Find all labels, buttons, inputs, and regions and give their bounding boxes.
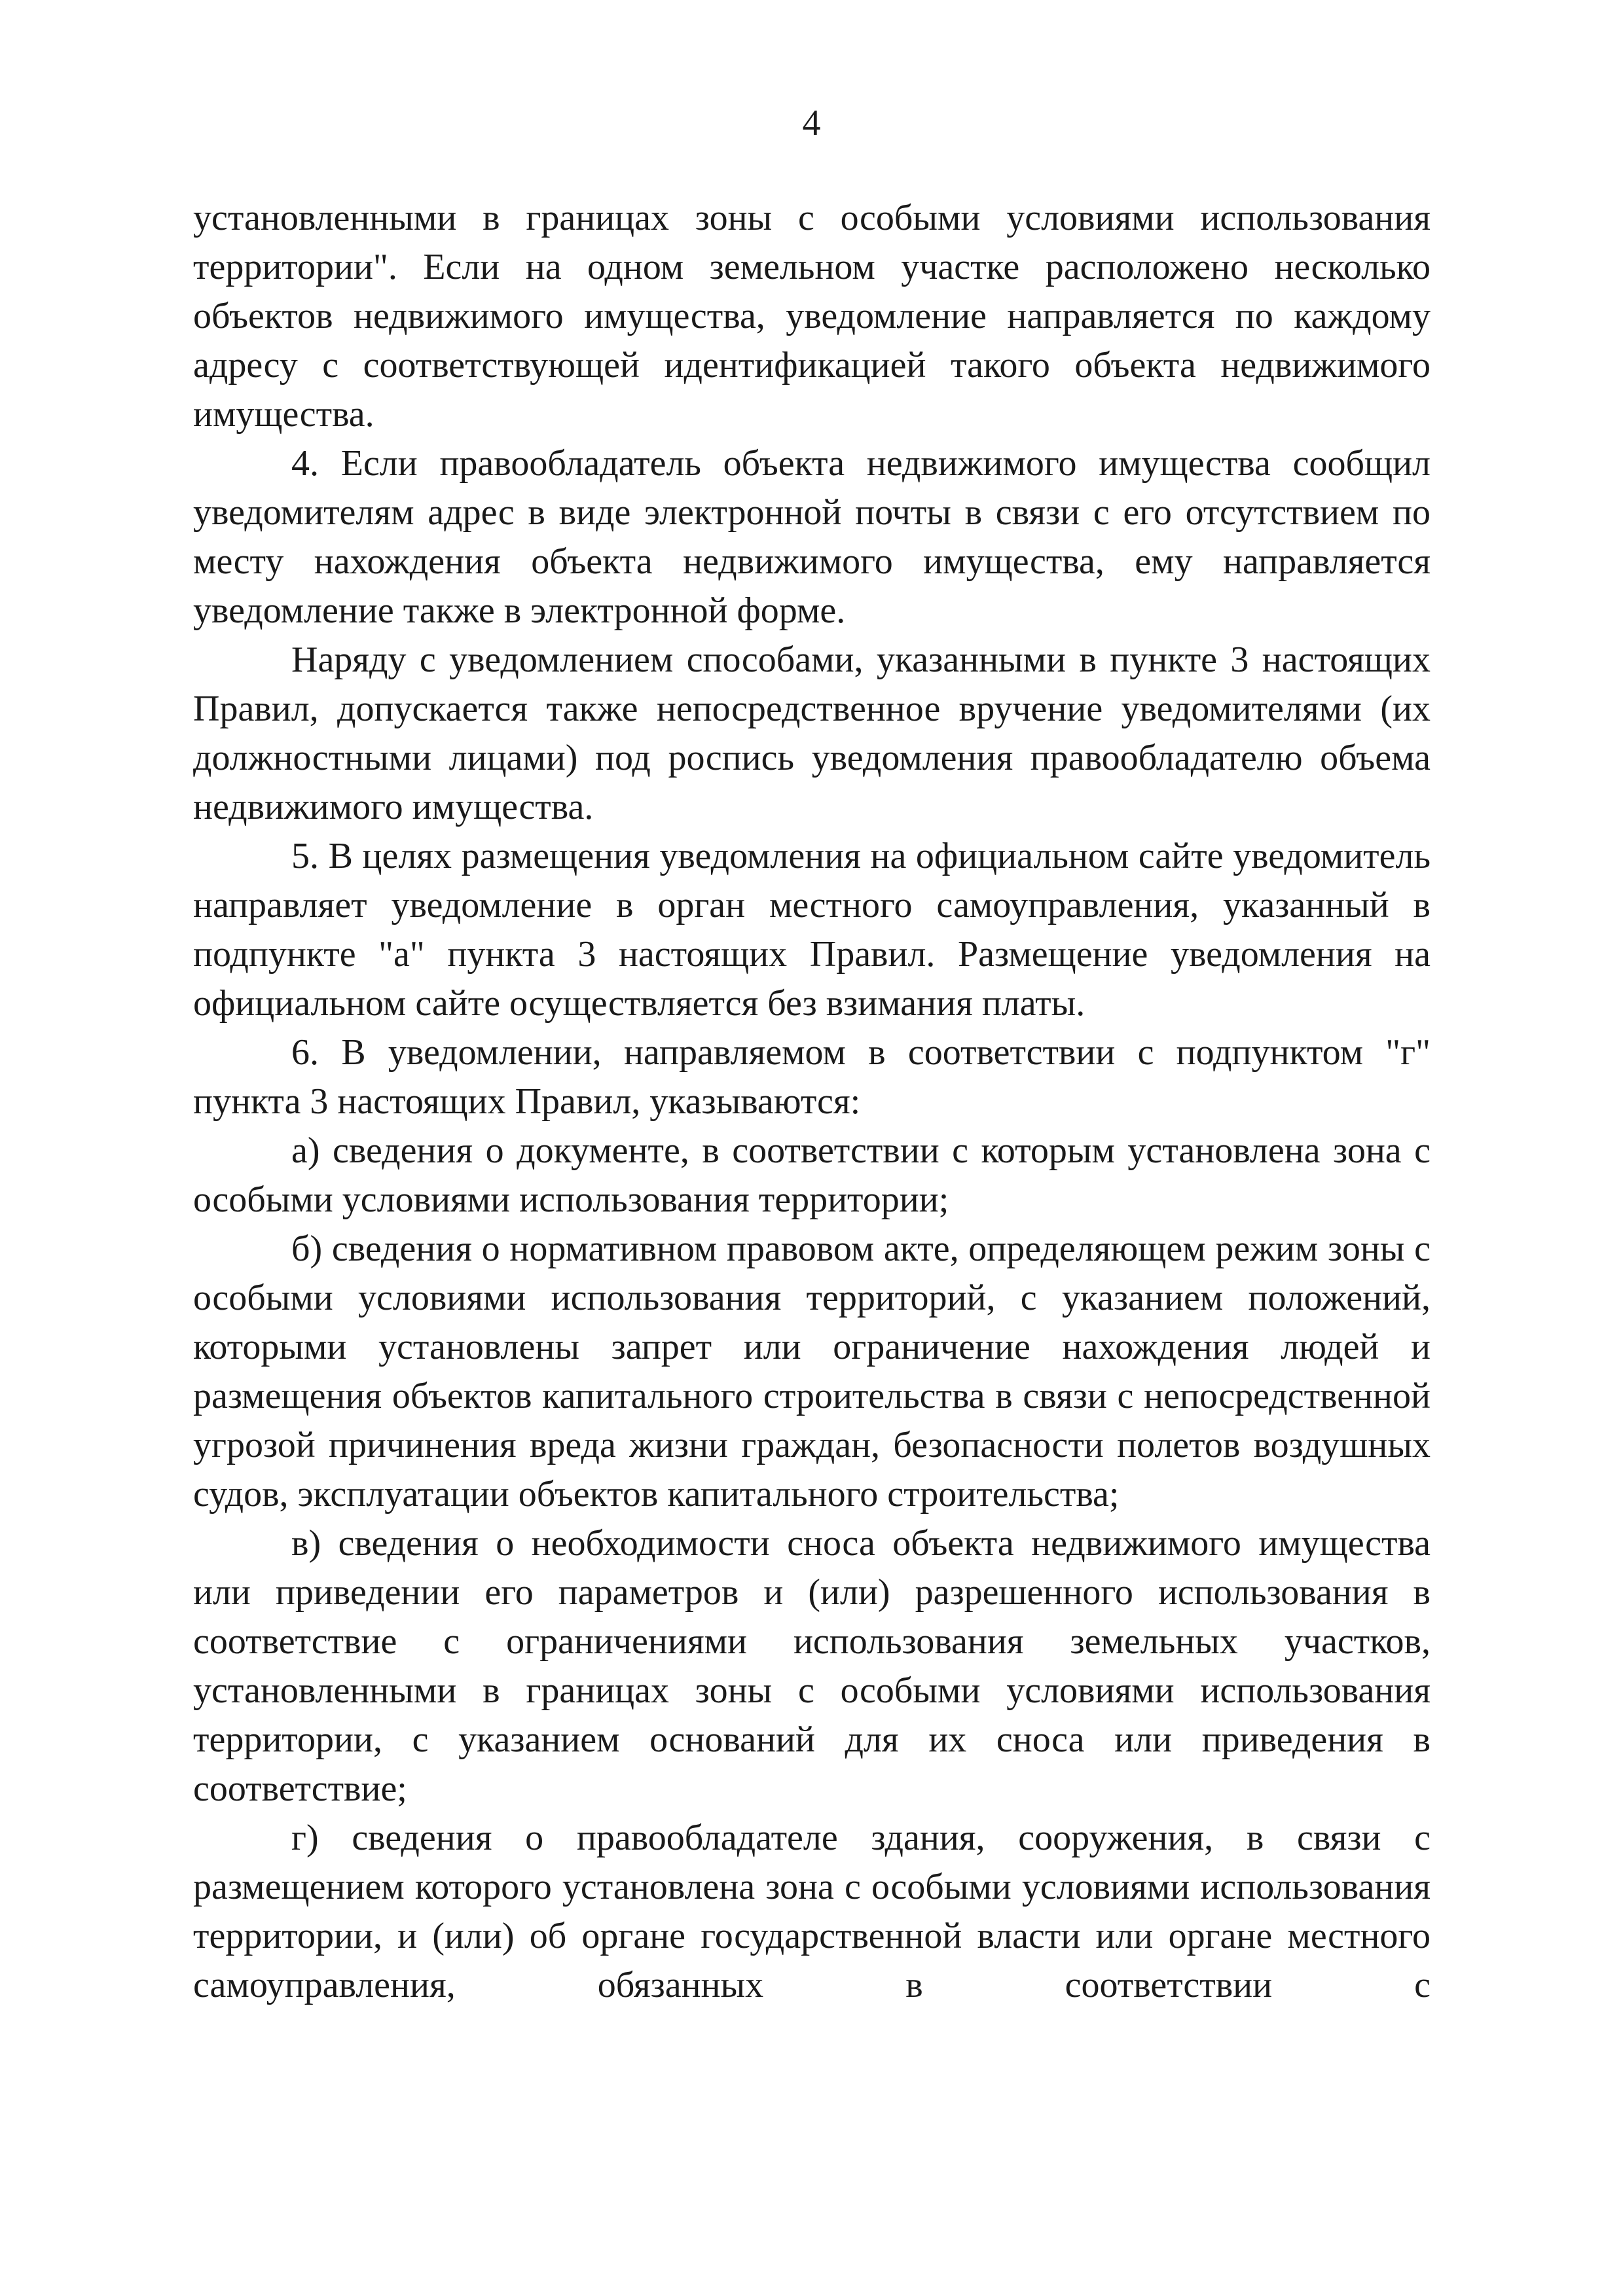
paragraph-item-6b: б) сведения о нормативном правовом акте, определяющем режим зоны с особыми условиями использования территорий, с указанием положений, которыми установлены запрет или ограничение нахождения людей и размещения объектов капитального строительства в связи с непосредственной угрозой причинения вреда жизни граждан, безопасности полетов воздушных судов, эксплуатации объектов капитального строительства; — [193, 1229, 1431, 1515]
paragraph-item-4: 4. Если правообладатель объекта недвижимого имущества сообщил уведомителям адрес в виде электронной почты в связи с его отсутствием по месту нахождения объекта недвижимого имущества, ему направляется уведомление также в электронной форме. — [193, 443, 1431, 631]
page-number: 4 — [802, 103, 821, 143]
paragraph-item-5: 5. В целях размещения уведомления на официальном сайте уведомитель направляет уведомление в орган местного самоуправления, указанный в подпункте "а" пункта 3 настоящих Правил. Размещение уведомления на официальном сайте осуществляется без взимания платы. — [193, 836, 1431, 1024]
document-body — [193, 194, 1431, 2010]
paragraph-item-6a: а) сведения о документе, в соответствии с которым установлена зона с особыми условиями использования территории; — [193, 1130, 1431, 1220]
paragraph-continuation: установленными в границах зоны с особыми условиями использования территории". Если на одном земельном участке расположено несколько объектов недвижимого имущества, уведомление направляется по каждому адресу с соответствующей идентификацией такого объекта недвижимого имущества. — [193, 198, 1431, 435]
paragraph-item-6g: г) сведения о правообладателе здания, сооружения, в связи с размещением которого установлена зона с особыми условиями использования территории, и (или) об органе государственной власти или органе местного самоуправления, обязанных в соответствии с — [193, 1818, 1431, 2005]
paragraph-item-6v: в) сведения о необходимости сноса объекта недвижимого имущества или приведении его параметров и (или) разрешенного использования в соответствие с ограничениями использования земельных участков, установленными в границах зоны с особыми условиями использования территории, с указанием оснований для их сноса или приведения в соответствие; — [193, 1523, 1431, 1809]
paragraph-item-4-extra: Наряду с уведомлением способами, указанными в пункте 3 настоящих Правил, допускается также непосредственное вручение уведомителями (их должностными лицами) под роспись уведомления правообладателю объема недвижимого имущества. — [193, 639, 1431, 827]
paragraph-item-6: 6. В уведомлении, направляемом в соответствии с подпунктом "г" пункта 3 настоящих Правил, указываются: — [193, 1032, 1431, 1122]
